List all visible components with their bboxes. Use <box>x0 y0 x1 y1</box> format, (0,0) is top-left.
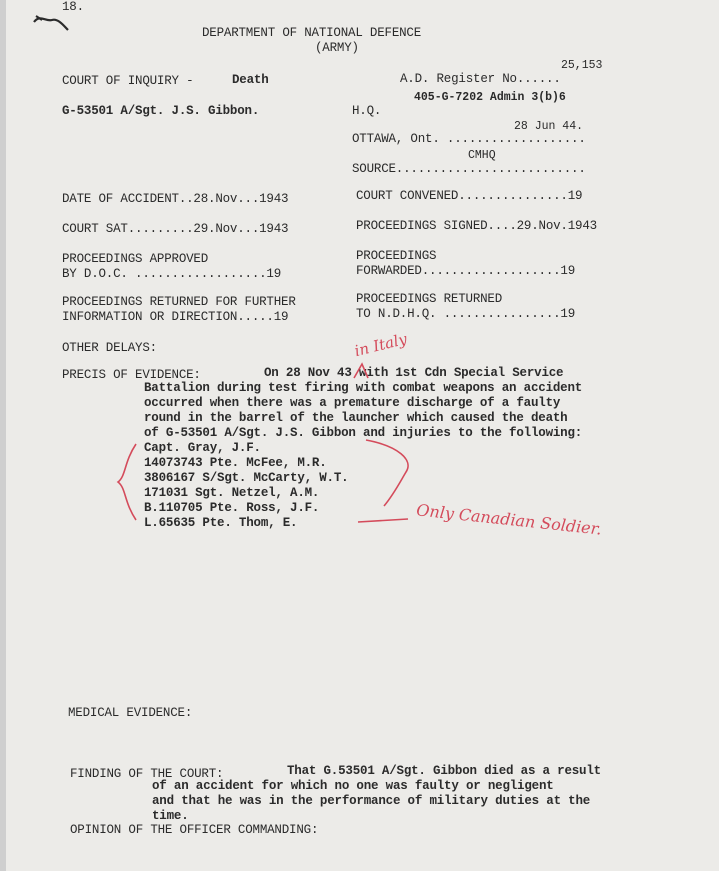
medical-evidence-label: MEDICAL EVIDENCE: <box>68 706 193 720</box>
precis-line: round in the barrel of the launcher which caused the death <box>144 411 568 425</box>
ad-register-label: A.D. Register No...... <box>400 72 561 86</box>
precis-line: occurred when there was a premature discharge of a faulty <box>144 396 561 410</box>
ad-register-value: 25,153 <box>561 59 603 72</box>
precis-line: of G-53501 A/Sgt. J.S. Gibbon and injuries to the following: <box>144 426 583 440</box>
handwritten-in-italy: in Italy <box>352 329 409 361</box>
document-page <box>6 0 719 871</box>
proceedings-forwarded-line2: FORWARDED...................19 <box>356 264 576 278</box>
injured-person: Capt. Gray, J.F. <box>144 441 261 455</box>
injured-person: B.110705 Pte. Ross, J.F. <box>144 501 320 515</box>
proceedings-returned-info-line1: PROCEEDINGS RETURNED FOR FURTHER <box>62 295 296 309</box>
injured-person: L.65635 Pte. Thom, E. <box>144 516 298 530</box>
injured-person: 3806167 S/Sgt. McCarty, W.T. <box>144 471 349 485</box>
proceedings-approved-line1: PROCEEDINGS APPROVED <box>62 252 209 266</box>
injured-person: 171031 Sgt. Netzel, A.M. <box>144 486 320 500</box>
proceedings-signed: PROCEEDINGS SIGNED....29.Nov.1943 <box>356 219 597 233</box>
proceedings-returned-ndhq-line2: TO N.D.H.Q. ................19 <box>356 307 576 321</box>
proceedings-returned-info-line2: INFORMATION OR DIRECTION.....19 <box>62 310 289 324</box>
precis-label: PRECIS OF EVIDENCE: <box>62 368 201 382</box>
precis-line: On 28 Nov 43 with 1st Cdn Special Service <box>264 366 564 380</box>
court-subject: G-53501 A/Sgt. J.S. Gibbon. <box>62 104 260 118</box>
precis-line: Battalion during test firing with combat weapons an accident <box>144 381 583 395</box>
finding-line: and that he was in the performance of military duties at the <box>152 794 591 808</box>
letter-date: 28 Jun 44. <box>514 120 584 133</box>
finding-line: time. <box>152 809 189 823</box>
court-sat: COURT SAT.........29.Nov...1943 <box>62 222 289 236</box>
opinion-label: OPINION OF THE OFFICER COMMANDING: <box>70 823 319 837</box>
proceedings-forwarded-line1: PROCEEDINGS <box>356 249 437 263</box>
proceedings-returned-ndhq-line1: PROCEEDINGS RETURNED <box>356 292 503 306</box>
court-convened: COURT CONVENED...............19 <box>356 189 583 203</box>
court-title-label: COURT OF INQUIRY - <box>62 74 194 88</box>
source-label: SOURCE.......................... <box>352 162 586 176</box>
finding-line: That G.53501 A/Sgt. Gibbon died as a result <box>287 764 601 778</box>
source-value: CMHQ <box>468 149 496 162</box>
date-of-accident: DATE OF ACCIDENT..28.Nov...1943 <box>62 192 289 206</box>
department-title: DEPARTMENT OF NATIONAL DEFENCE <box>202 26 422 40</box>
red-pencil-marks <box>6 0 719 871</box>
court-title-value: Death <box>232 73 269 87</box>
hq-label: H.Q. <box>352 104 382 118</box>
page-number: 18. <box>62 0 84 14</box>
place-label: OTTAWA, Ont. ................... <box>352 132 586 146</box>
other-delays: OTHER DELAYS: <box>62 341 157 355</box>
proceedings-approved-line2: BY D.O.C. ..................19 <box>62 267 282 281</box>
department-branch: (ARMY) <box>315 41 359 55</box>
finding-line: of an accident for which no one was faulty or negligent <box>152 779 554 793</box>
injured-person: 14073743 Pte. McFee, M.R. <box>144 456 327 470</box>
handwritten-only-canadian-soldier: Only Canadian Soldier. <box>415 500 603 539</box>
hq-value: 405-G-7202 Admin 3(b)6 <box>414 91 566 104</box>
finding-label: FINDING OF THE COURT: <box>70 767 224 781</box>
